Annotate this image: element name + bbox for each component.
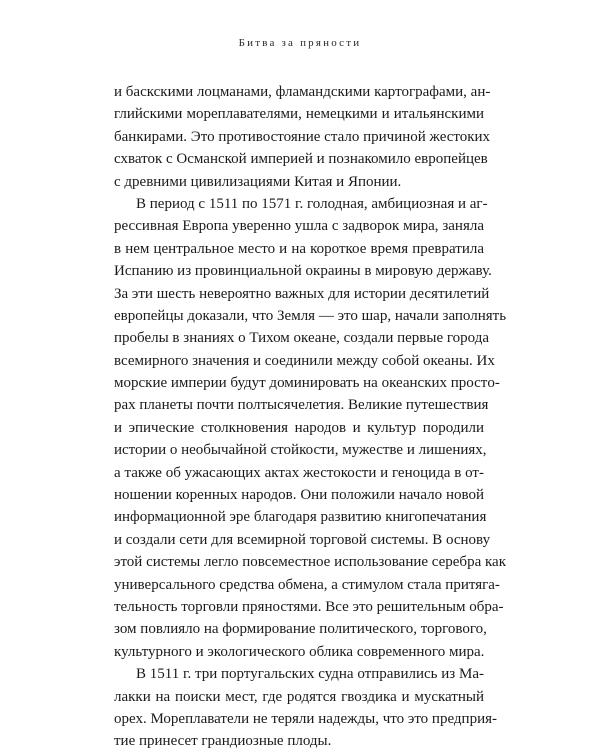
text-line: В 1511 г. три португальских судна отправились из Ма- <box>136 666 484 683</box>
text-line: и эпические столкновения народов и культур породили <box>114 419 484 436</box>
text-line: пробелы в знаниях о Тихом океане, создали первые города <box>114 330 490 347</box>
text-line: лакки на поиски мест, где родятся гвоздика и мускатный <box>114 688 484 705</box>
text-line: Испанию из провинциальной окраины в мировую державу. <box>114 263 492 280</box>
text-line: этой системы легло повсеместное использование серебра как <box>114 554 506 571</box>
text-line: европейцы доказали, что Земля — это шар, начали заполнять <box>114 307 507 324</box>
text-line: морские империи будут доминировать на океанских простo- <box>114 375 500 392</box>
text-line: всемирного значения и соединили между собой океаны. Их <box>114 352 495 369</box>
text-line: в нем центральное место и на короткое время превратила <box>114 240 484 257</box>
text-line: универсального средства обмена, а стимулом стала притяга- <box>114 576 500 593</box>
text-line: банкирами. Это противостояние стало причиной жестоких <box>114 128 491 145</box>
text-line: и баскскими лоцманами, фламандскими картографами, ан- <box>114 84 491 100</box>
text-line: глийскими мореплавателями, немецкими и итальянскими <box>114 106 484 123</box>
text-line: зом повлияло на формирование политического, торгового, <box>114 621 487 638</box>
text-line: ношении коренных народов. Они положили начало новой <box>114 487 484 504</box>
running-header: Битва за пряности <box>238 37 362 49</box>
text-line: и создали сети для всемирной торговой системы. В основу <box>114 531 491 548</box>
text-line: рессивная Европа уверенно ушла с задворок мира, заняла <box>114 218 484 235</box>
text-line: тие принесет грандиозные плоды. <box>114 733 332 750</box>
text-line: схваток с Османской империей и познакомило европейцев <box>114 151 488 168</box>
text-line: а также об ужасающих актах жестокости и геноцида в от- <box>114 464 484 481</box>
text-line: орех. Мореплаватели не теряли надежды, что это предприя- <box>114 710 498 727</box>
text-line: тельность торговли пряностями. Все это решительным обра- <box>114 598 504 615</box>
text-line: с древними цивилизациями Китая и Японии. <box>114 173 402 190</box>
text-line: рах планеты почти полтысячелетия. Великие путешествия <box>114 397 489 414</box>
text-line: За эти шесть невероятно важных для истории десятилетий <box>114 285 490 302</box>
body-text <box>114 81 507 753</box>
text-line: информационной эре благодаря развитию книгопечатания <box>114 509 487 526</box>
text-line: истории о необычайной стойкости, мужестве и лишениях, <box>114 442 487 459</box>
text-line: культурного и экологического облика современного мира. <box>114 643 485 660</box>
text-line: В период с 1511 по 1571 г. голодная, амбициозная и аг- <box>136 195 488 212</box>
